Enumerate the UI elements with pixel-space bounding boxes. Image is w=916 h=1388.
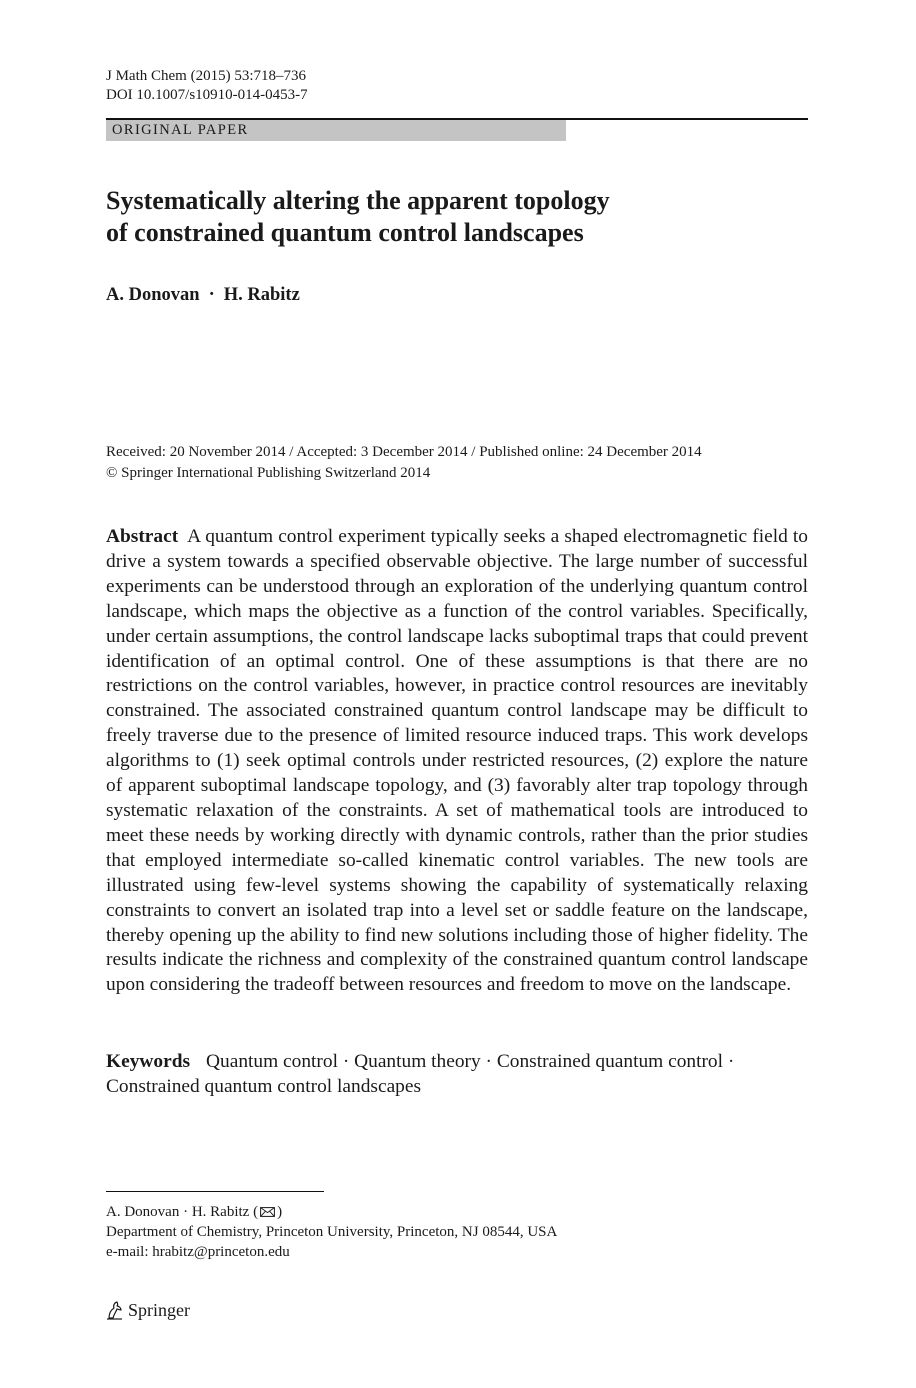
publisher-mark — [106, 1299, 190, 1321]
abstract — [106, 525, 808, 998]
author-separator: · — [208, 285, 215, 305]
author-1: A. Donovan — [106, 285, 200, 305]
title-line-1: Systematically altering the apparent topology — [106, 186, 610, 215]
title-line-2: of constrained quantum control landscapes — [106, 218, 584, 247]
citation: J Math Chem (2015) 53:718–736 — [106, 68, 306, 84]
copyright-line: © Springer International Publishing Switzerland 2014 — [106, 465, 431, 481]
journal-header — [106, 67, 308, 105]
doi: DOI 10.1007/s10910-014-0453-7 — [106, 87, 308, 103]
author-list — [106, 283, 300, 307]
footnote-authors-line — [106, 1202, 808, 1222]
paper-page — [106, 0, 808, 1388]
article-type-bar — [106, 120, 566, 141]
keywords-label: Keywords — [106, 1051, 191, 1072]
abstract-label: Abstract — [106, 526, 179, 547]
department: Department of Chemistry, Princeton University, Princeton, NJ 08544, USA — [106, 1224, 558, 1240]
affiliation-footnote — [106, 1202, 808, 1262]
springer-horse-icon — [106, 1300, 124, 1320]
publisher-name: Springer — [128, 1300, 190, 1320]
article-type: ORIGINAL PAPER — [112, 122, 249, 138]
keywords — [106, 1050, 808, 1100]
keywords-text: Quantum control · Quantum theory · Constrained quantum control · Constrained quantum control landscapes — [106, 1051, 735, 1097]
footnote-authors: A. Donovan · H. Rabitz — [106, 1204, 250, 1220]
envelope-icon: ( ) — [253, 1204, 283, 1220]
paper-title — [106, 185, 806, 249]
email: e-mail: hrabitz@princeton.edu — [106, 1244, 290, 1260]
history-line: Received: 20 November 2014 / Accepted: 3 December 2014 / Published online: 24 December 2014 — [106, 444, 702, 460]
publication-history — [106, 442, 808, 484]
abstract-text: A quantum control experiment typically seeks a shaped electromagnetic field to drive a system towards a specified observable objective. The large number of successful experiments can be understood through an exploration of the underlying quantum control landscape, which maps the objective as a function of the control variables. Specifically, under certain assumptions, the control landscape lacks suboptimal traps that could prevent identification of an optimal control. One of these assumptions is that there are no restrictions on the control variables, however, in practice control resources are inevitably constrained. The associated constrained quantum control landscape may be difficult to freely traverse due to the presence of limited resource induced traps. This work develops algorithms to (1) seek optimal controls under restricted resources, (2) explore the nature of apparent suboptimal landscape topology, and (3) favorably alter trap topology through systematic relaxation of the constraints. A set of mathematical tools are introduced to meet these needs by working directly with dynamic controls, rather than the prior studies that employed intermediate so-called kinematic control variables. The new tools are illustrated using few-level systems showing the capability of systematically relaxing constraints to convert an isolated trap into a level set or saddle feature on the landscape, thereby opening up the ability to find new solutions including those of higher fidelity. The results indicate the richness and complexity of the constrained quantum control landscape upon considering the tradeoff between resources and freedom to move on the landscape. — [106, 526, 808, 996]
author-2: H. Rabitz — [223, 285, 300, 305]
footnote-rule — [106, 1191, 324, 1192]
